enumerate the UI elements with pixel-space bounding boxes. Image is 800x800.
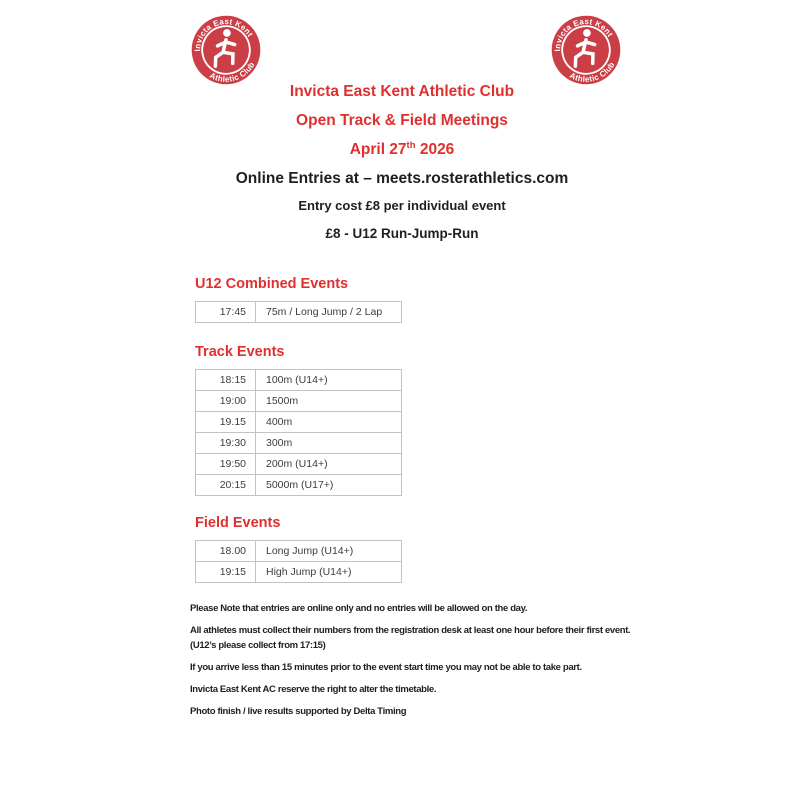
event-label: 1500m: [256, 391, 402, 412]
event-date-day: April 27: [349, 141, 407, 158]
u12-cost-line: £8 - U12 Run-Jump-Run: [325, 226, 479, 241]
event-label: 300m: [256, 433, 402, 454]
logo-bottom-text: Athletic Club: [568, 60, 617, 84]
note-timetable-rights: Invicta East Kent AC reserve the right to alter the timetable.: [190, 684, 437, 695]
table-row: [196, 562, 402, 583]
note-registration: All athletes must collect their numbers from the registration desk at least one hour before their first event. (U12’s please collect from 17:15): [190, 625, 631, 651]
table-row: [196, 454, 402, 475]
note-online-only: Please Note that entries are online only and no entries will be allowed on the day.: [190, 603, 528, 614]
note-arrival: If you arrive less than 15 minutes prior to the event start time you may not be able to take part.: [190, 662, 582, 673]
table-row: [196, 475, 402, 496]
entry-cost-line: Entry cost £8 per individual event: [298, 198, 506, 213]
event-label: Long Jump (U14+): [256, 541, 402, 562]
document-content: [190, 0, 631, 726]
event-label: 100m (U14+): [256, 370, 402, 391]
event-label: 5000m (U17+): [256, 475, 402, 496]
section-heading-u12-combined: U12 Combined Events: [195, 276, 349, 292]
event-date-ordinal: th: [406, 139, 416, 151]
event-time: 19:00: [196, 391, 256, 412]
page-title: Invicta East Kent Athletic Club: [289, 83, 515, 100]
logo-top-text: Invicta East Kent: [193, 17, 255, 52]
event-date-year: 2026: [415, 141, 455, 158]
event-date: [190, 141, 614, 158]
section-heading-track: Track Events: [195, 344, 285, 360]
section-heading-field: Field Events: [195, 515, 281, 531]
page-subtitle: Open Track & Field Meetings: [296, 112, 508, 129]
event-label: 400m: [256, 412, 402, 433]
table-row: [196, 302, 402, 323]
event-time: 19.15: [196, 412, 256, 433]
event-time: 17:45: [196, 302, 256, 323]
table-row: [196, 433, 402, 454]
logo-bottom-text: Athletic Club: [208, 60, 257, 84]
footer-notes: [190, 601, 652, 719]
u12-combined-events-table: [195, 301, 402, 323]
event-label: High Jump (U14+): [256, 562, 402, 583]
event-time: 20:15: [196, 475, 256, 496]
table-row: [196, 541, 402, 562]
table-row: [196, 370, 402, 391]
online-entries-line: Online Entries at – meets.rosterathletics.com: [235, 170, 569, 187]
event-time: 19:50: [196, 454, 256, 475]
table-row: [196, 391, 402, 412]
event-time: 18:15: [196, 370, 256, 391]
table-row: [196, 412, 402, 433]
logo-top-text: Invicta East Kent: [553, 17, 615, 52]
event-label: 200m (U14+): [256, 454, 402, 475]
event-label: 75m / Long Jump / 2 Lap: [256, 302, 402, 323]
event-time: 19:15: [196, 562, 256, 583]
event-time: 19:30: [196, 433, 256, 454]
field-events-table: [195, 540, 402, 583]
track-events-table: [195, 369, 402, 496]
event-time: 18.00: [196, 541, 256, 562]
note-photo-finish: Photo finish / live results supported by Delta Timing: [190, 706, 407, 717]
